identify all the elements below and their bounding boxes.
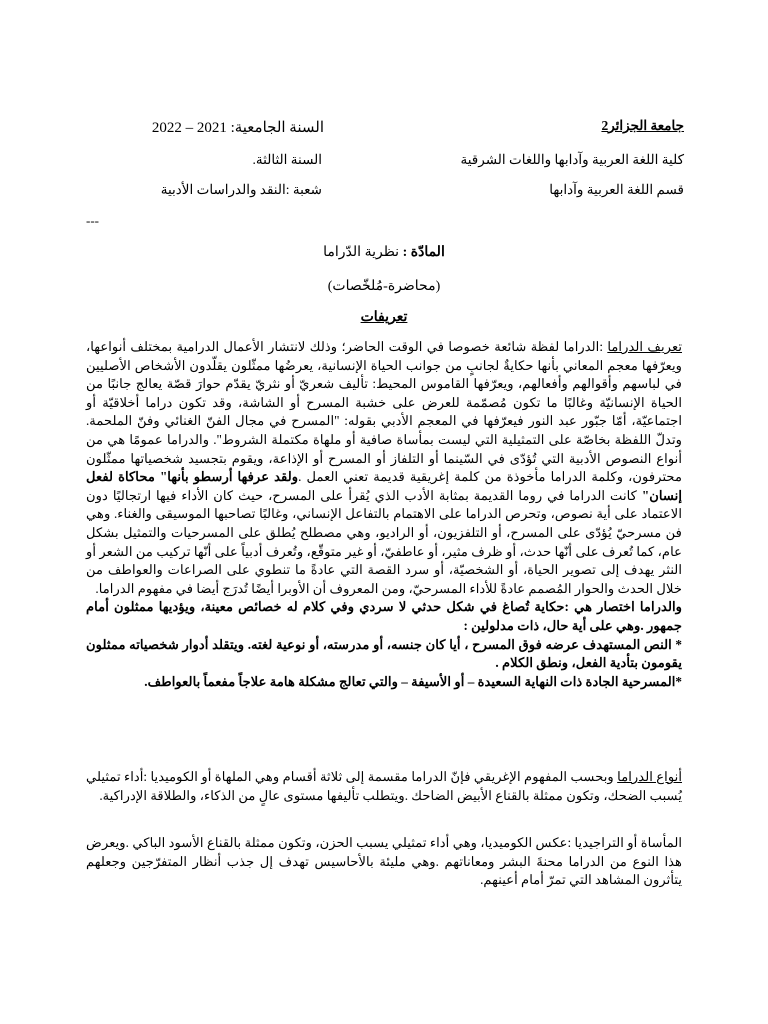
- definition-text-2: كانت الدراما في روما القديمة بمثابة الأدب الذي يُقرأ على المسرح، حيث كان الأداء فيها ارتجاليًا دون الاعتماد على أية نصوص، وتحرص الدراما على الاهتمام بالتفاعل الإنساني، وغالبًا تصاحبها الموسيقى والغناء. وهي فن مسرحيّ يُؤدّى على المسرح، أو التلفزيون، أو الراديو، وهي مصطلح يُطلق على المسرحيات والتمثيل بشكل عام، كما تُعرف على أنّها حدث، أو ظرف مثير، أو عاطفيّ، أو غير متوقّع، وتُعرف أدبياً على أنّها تركيب من الشعر أو النثر يهدف إلى تصوير الحياة، أو الشخصيّة، أو سرد القصة التي عادةً ما تنطوي على الصراعات والعواطف من خلال الحدث والحوار المُصمم عادةً للأداء المسرحيّ، ومن المعروف أن الأوبرا أيضًا تُدرَج أيضا في مفهوم الدراما.: [86, 487, 682, 596]
- lecture-subtitle: (محاضرة-مُلخّصات): [327, 279, 441, 294]
- academic-year: السنة الجامعية: 2021 – 2022: [151, 120, 324, 136]
- bullet-1: * النص المستهدف عرضه فوق المسرح ، أيا كان جنسه، أو مدرسته، أو نوعية لغته. ويتقلد أدوار شخصياته ممثلون يقومون بتأدية الفعل، ونطق الكلام .: [86, 636, 682, 671]
- university-name: جامعة الجزائر2: [601, 118, 684, 133]
- types-title: أنواع الدراما: [617, 769, 682, 784]
- aristotle-quote: ولقد عرفها أرسطو بأنها" محاكاة لفعل إنسان": [86, 469, 682, 503]
- definition-title: تعريف الدراما: [607, 339, 682, 354]
- types-paragraph: [86, 768, 682, 805]
- subject-label: المادّة :: [402, 245, 445, 260]
- summary-text: والدراما اختصار هي :حكاية تُصاغ في شكل حدثي لا سردي وفي كلام له خصائص معينة، ويؤديها ممثلون أمام جمهور .وهي على أية حال، ذات مدلولين :: [86, 599, 682, 633]
- subject-title: [84, 244, 684, 261]
- year-level: السنة الثالثة.: [252, 152, 322, 167]
- bullet-2: *المسرحية الجادة ذات النهاية السعيدة – أو الأسيفة – والتي تعالج مشكلة هامة علاجاً مفعماً بالعواطف.: [144, 673, 682, 689]
- tragedy-paragraph: المأساة أو التراجيديا :عكس الكوميديا، وهي أداء تمثيلي يسبب الحزن، وتكون ممثلة بالقناع الأسود الباكي .ويعرض هذا النوع من الدراما محنةَ البشر ومعاناتهم .وهي مليئة بالأحاسيس تهدف إل جذب أنظار المتفرّجين وجعلهم يتأثرون المشاهد التي تمرّ أمام أعينهم.: [86, 835, 683, 888]
- subject-name: نظرية الدّراما: [323, 245, 403, 260]
- department-name: قسم اللغة العربية وآدابها: [549, 182, 684, 197]
- faculty-name: كلية اللغة العربية وآدابها واللغات الشرقية: [460, 152, 684, 167]
- definition-text: :الدراما لفظة شائعة خصوصا في الوقت الحاضر؛ وذلك لانتشار الأعمال الدرامية بمختلف أنواعها، ويعرّفها معجم المعاني بأنها حكايةٌ لجانبٍ من جوانب الحياة الإنسانية، يعرضُها ممثّلون يقلّدون الأشخاص الأصليين في لباسهم وأقوالهم وأفعالهم، ويعرّفها القاموس المحيط: تأليف شعريّ أو نثريّ يقدّم حوارَ قصّة يعالج جانبًا من الحياة الإنسانيّة وغالبًا ما تكون مُصمّمة للعرض على خشبة المسرح أو الشاشة، وقد تكون دراما أخلاقيّة أو اجتماعيّة، أمّا جبّور عبد النور فيعرّفها في المعجم الأدبي بقوله: "المسرح في مجال الفنّ الغنائي وفنّ الملحمة. وتدلّ اللفظة بخاصّة على التمثيلية التي ليست بمأساة صافية أو ملهاة مكتملة الشروط". والدراما عمومًا هي من أنواع النصوص الأدبية التي تُؤدّى في السّينما أو التلفاز أو المسرح أو الإذاعة، ويقوم بتجسيد شخصياتها ممثّلون محترفون، وكلمة الدراما مأخوذة من كلمة إغريقية قديمة تعني العمل .: [86, 339, 683, 485]
- types-text: وبحسب المفهوم الإغريقي فإنّ الدراما مقسمة إلى ثلاثة أقسام وهي الملهاة أو الكوميديا :أداء تمثيلي يُسبب الضحك، وتكون ممثلة بالقناع الأبيض الضاحك .ويتطلب تأليفها مستوى عالٍ من الذكاء، والطلاقة الإدراكية.: [86, 769, 682, 803]
- section-heading: تعريفات: [360, 310, 408, 325]
- definition-paragraph: [86, 338, 682, 691]
- specialty: شعبة :النقد والدراسات الأدبية: [160, 182, 322, 197]
- separator: ---: [86, 213, 99, 228]
